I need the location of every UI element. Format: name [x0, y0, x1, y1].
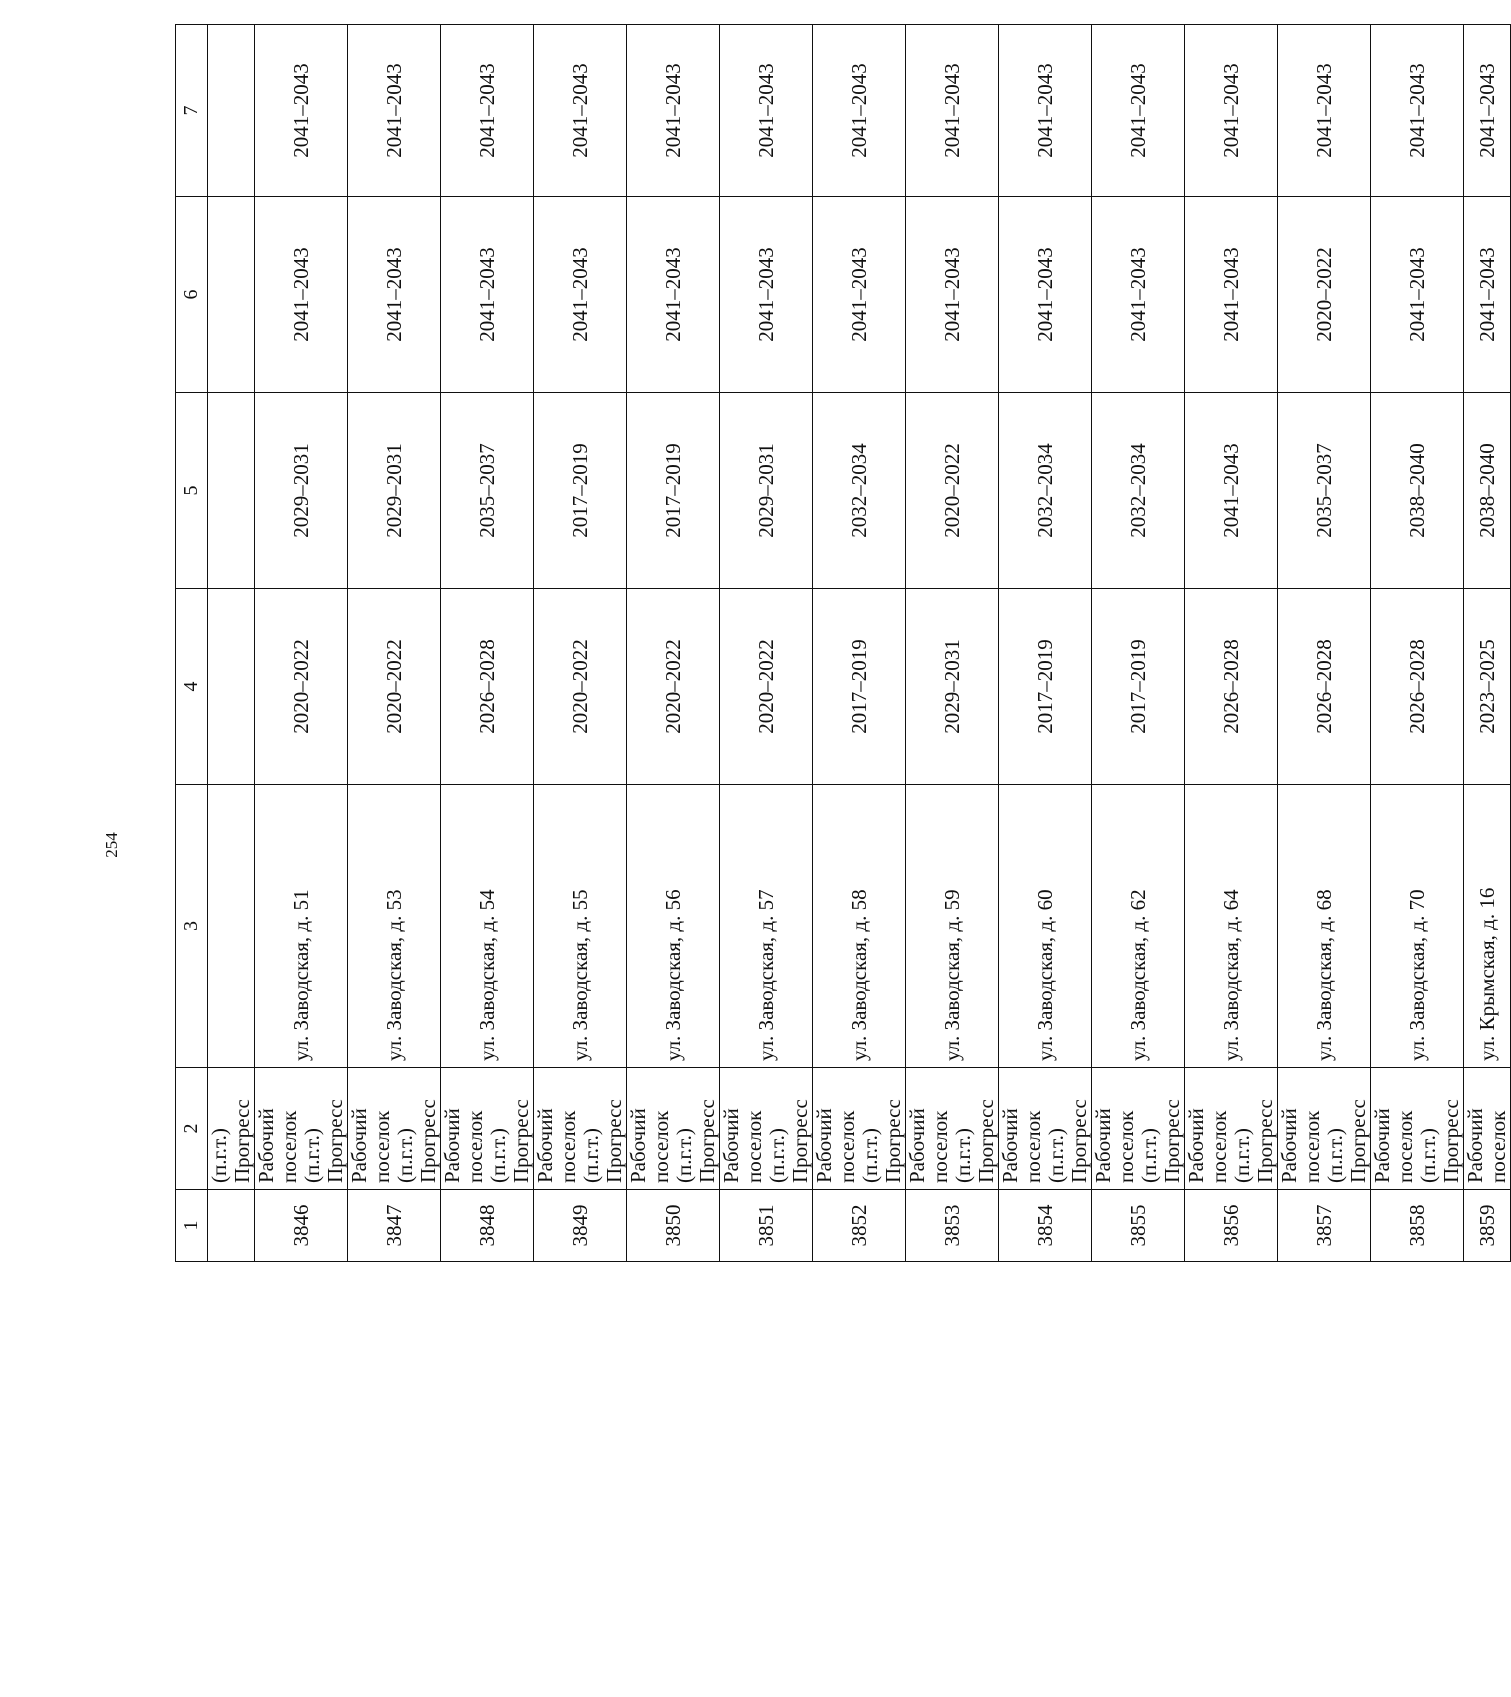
locality-line: (п.г.т.) Прогресс — [672, 1099, 719, 1183]
rotated-table-container — [175, 63, 1510, 1262]
row-number-cell: 3850 — [627, 1190, 720, 1262]
locality-line: Рабочий поселок — [440, 1108, 487, 1183]
locality-line: Рабочий поселок — [254, 1108, 301, 1183]
locality-cell — [720, 1068, 813, 1190]
period-cell: 2020–2022 — [534, 589, 627, 785]
row-number-cell: 3852 — [813, 1190, 906, 1262]
header-row — [176, 25, 208, 1262]
locality-line: Рабочий поселок — [347, 1108, 394, 1183]
page-number: 254 — [102, 832, 121, 858]
period-cell: 2041–2043 — [1185, 25, 1278, 197]
table-row — [1371, 25, 1464, 1262]
period-cell: 2041–2043 — [1464, 197, 1511, 393]
period-cell: 2029–2031 — [720, 393, 813, 589]
period-cell: 2020–2022 — [1278, 197, 1371, 393]
table-cell — [208, 1190, 255, 1262]
table-row — [906, 25, 999, 1262]
address-cell: ул. Заводская, д. 57 — [720, 785, 813, 1068]
period-cell: 2041–2043 — [999, 197, 1092, 393]
period-cell: 2041–2043 — [813, 25, 906, 197]
period-cell: 2041–2043 — [906, 25, 999, 197]
locality-cell — [534, 1068, 627, 1190]
row-number-cell: 3854 — [999, 1190, 1092, 1262]
address-cell: ул. Заводская, д. 53 — [348, 785, 441, 1068]
period-cell: 2041–2043 — [1371, 197, 1464, 393]
row-number-cell: 3851 — [720, 1190, 813, 1262]
locality-line: Рабочий поселок — [1463, 1108, 1510, 1183]
address-cell: ул. Заводская, д. 51 — [255, 785, 348, 1068]
table-cell — [208, 25, 255, 197]
table-row — [720, 25, 813, 1262]
table-cell — [208, 197, 255, 393]
period-cell: 2029–2031 — [906, 589, 999, 785]
locality-line: Рабочий поселок — [1277, 1108, 1324, 1183]
locality-line: (п.г.т.) Прогресс — [1323, 1099, 1370, 1183]
locality-cell — [1371, 1068, 1464, 1190]
period-cell: 2041–2043 — [720, 25, 813, 197]
period-cell: 2017–2019 — [627, 393, 720, 589]
table-row — [627, 25, 720, 1262]
period-cell: 2041–2043 — [1185, 393, 1278, 589]
period-cell: 2029–2031 — [348, 393, 441, 589]
table-cell — [208, 589, 255, 785]
period-cell: 2023–2025 — [1464, 589, 1511, 785]
period-cell: 2017–2019 — [813, 589, 906, 785]
table-body — [176, 25, 1511, 1262]
row-number-cell: 3846 — [255, 1190, 348, 1262]
period-cell: 2032–2034 — [1092, 393, 1185, 589]
period-cell: 2041–2043 — [1092, 197, 1185, 393]
period-cell: 2035–2037 — [1278, 393, 1371, 589]
period-cell: 2032–2034 — [999, 393, 1092, 589]
period-cell: 2041–2043 — [348, 25, 441, 197]
row-number-cell: 3856 — [1185, 1190, 1278, 1262]
period-cell: 2041–2043 — [534, 197, 627, 393]
period-cell: 2017–2019 — [999, 589, 1092, 785]
locality-cell — [906, 1068, 999, 1190]
locality-line: (п.г.т.) Прогресс — [1230, 1099, 1277, 1183]
locality-cell — [627, 1068, 720, 1190]
period-cell: 2020–2022 — [348, 589, 441, 785]
row-number-cell: 3857 — [1278, 1190, 1371, 1262]
period-cell: 2029–2031 — [255, 393, 348, 589]
address-cell: ул. Заводская, д. 59 — [906, 785, 999, 1068]
period-cell: 2041–2043 — [1092, 25, 1185, 197]
locality-cell — [1185, 1068, 1278, 1190]
period-cell: 2041–2043 — [627, 25, 720, 197]
period-cell: 2041–2043 — [1278, 25, 1371, 197]
locality-cell — [999, 1068, 1092, 1190]
locality-cell — [1464, 1068, 1511, 1190]
period-cell: 2041–2043 — [441, 197, 534, 393]
address-cell: ул. Заводская, д. 60 — [999, 785, 1092, 1068]
period-cell: 2041–2043 — [1371, 25, 1464, 197]
locality-line: (п.г.т.) Прогресс — [486, 1099, 533, 1183]
table-row — [348, 25, 441, 1262]
table-cell — [208, 393, 255, 589]
period-cell: 2020–2022 — [255, 589, 348, 785]
header-cell: 2 — [176, 1068, 208, 1190]
period-cell: 2041–2043 — [627, 197, 720, 393]
header-cell: 4 — [176, 589, 208, 785]
period-cell: 2041–2043 — [348, 197, 441, 393]
period-cell: 2041–2043 — [1464, 25, 1511, 197]
locality-line: (п.г.т.) Прогресс — [1416, 1099, 1463, 1183]
table-row — [1185, 25, 1278, 1262]
row-number-cell: 3848 — [441, 1190, 534, 1262]
address-cell: ул. Заводская, д. 56 — [627, 785, 720, 1068]
locality-line: Рабочий поселок — [533, 1108, 580, 1183]
locality-line: (п.г.т.) Прогресс — [1044, 1099, 1091, 1183]
locality-line: (п.г.т.) Прогресс — [300, 1099, 347, 1183]
period-cell: 2026–2028 — [1185, 589, 1278, 785]
period-cell: 2041–2043 — [906, 197, 999, 393]
address-cell: ул. Заводская, д. 64 — [1185, 785, 1278, 1068]
address-cell: ул. Заводская, д. 68 — [1278, 785, 1371, 1068]
row-number-cell: 3853 — [906, 1190, 999, 1262]
period-cell: 2041–2043 — [255, 197, 348, 393]
locality-line: Рабочий поселок — [1091, 1108, 1138, 1183]
period-cell: 2017–2019 — [1092, 589, 1185, 785]
period-cell: 2041–2043 — [255, 25, 348, 197]
period-cell: 2041–2043 — [999, 25, 1092, 197]
period-cell: 2026–2028 — [1371, 589, 1464, 785]
locality-line: (п.г.т.) Прогресс — [579, 1099, 626, 1183]
locality-line: Рабочий поселок — [1370, 1108, 1417, 1183]
table-row — [1278, 25, 1371, 1262]
locality-line: Рабочий поселок — [1184, 1108, 1231, 1183]
locality-line: Рабочий поселок — [905, 1108, 952, 1183]
period-cell: 2041–2043 — [534, 25, 627, 197]
row-number-cell: 3849 — [534, 1190, 627, 1262]
table-row — [813, 25, 906, 1262]
period-cell: 2038–2040 — [1371, 393, 1464, 589]
period-cell: 2032–2034 — [813, 393, 906, 589]
row-number-cell: 3847 — [348, 1190, 441, 1262]
header-cell: 3 — [176, 785, 208, 1068]
locality-cell — [255, 1068, 348, 1190]
schedule-table — [175, 24, 1511, 1262]
row-number-cell: 3855 — [1092, 1190, 1185, 1262]
locality-line: Рабочий поселок — [812, 1108, 859, 1183]
locality-line: Рабочий поселок — [998, 1108, 1045, 1183]
locality-line: Рабочий поселок — [719, 1108, 766, 1183]
table-row — [1464, 25, 1511, 1262]
header-cell: 1 — [176, 1190, 208, 1262]
period-cell: 2041–2043 — [720, 197, 813, 393]
table-row — [534, 25, 627, 1262]
locality-cell — [348, 1068, 441, 1190]
locality-line: Рабочий поселок — [626, 1108, 673, 1183]
period-cell: 2035–2037 — [441, 393, 534, 589]
locality-cell — [441, 1068, 534, 1190]
period-cell: 2020–2022 — [720, 589, 813, 785]
continuation-row — [208, 25, 255, 1262]
address-cell: ул. Крымская, д. 16 — [1464, 785, 1511, 1068]
locality-line: (п.г.т.) Прогресс — [393, 1099, 440, 1183]
header-cell: 7 — [176, 25, 208, 197]
address-cell: ул. Заводская, д. 55 — [534, 785, 627, 1068]
period-cell: 2041–2043 — [813, 197, 906, 393]
locality-line: (п.г.т.) Прогресс — [765, 1099, 812, 1183]
period-cell: 2041–2043 — [441, 25, 534, 197]
locality-cell — [1278, 1068, 1371, 1190]
address-cell: ул. Заводская, д. 54 — [441, 785, 534, 1068]
address-cell: ул. Заводская, д. 70 — [1371, 785, 1464, 1068]
header-cell: 5 — [176, 393, 208, 589]
table-row — [441, 25, 534, 1262]
period-cell: 2026–2028 — [441, 589, 534, 785]
period-cell: 2017–2019 — [534, 393, 627, 589]
period-cell: 2020–2022 — [627, 589, 720, 785]
period-cell: 2020–2022 — [906, 393, 999, 589]
locality-line: (п.г.т.) Прогресс — [1137, 1099, 1184, 1183]
locality-line: (п.г.т.) Прогресс — [858, 1099, 905, 1183]
row-number-cell: 3858 — [1371, 1190, 1464, 1262]
address-cell: ул. Заводская, д. 58 — [813, 785, 906, 1068]
period-cell: 2026–2028 — [1278, 589, 1371, 785]
header-cell: 6 — [176, 197, 208, 393]
period-cell: 2038–2040 — [1464, 393, 1511, 589]
locality-cell — [1092, 1068, 1185, 1190]
period-cell: 2041–2043 — [1185, 197, 1278, 393]
locality-cell — [813, 1068, 906, 1190]
address-cell: ул. Заводская, д. 62 — [1092, 785, 1185, 1068]
table-cell — [208, 785, 255, 1068]
table-row — [255, 25, 348, 1262]
locality-cell: (п.г.т.) Прогресс — [208, 1068, 255, 1190]
locality-line: (п.г.т.) Прогресс — [951, 1099, 998, 1183]
row-number-cell: 3859 — [1464, 1190, 1511, 1262]
table-row — [1092, 25, 1185, 1262]
table-row — [999, 25, 1092, 1262]
